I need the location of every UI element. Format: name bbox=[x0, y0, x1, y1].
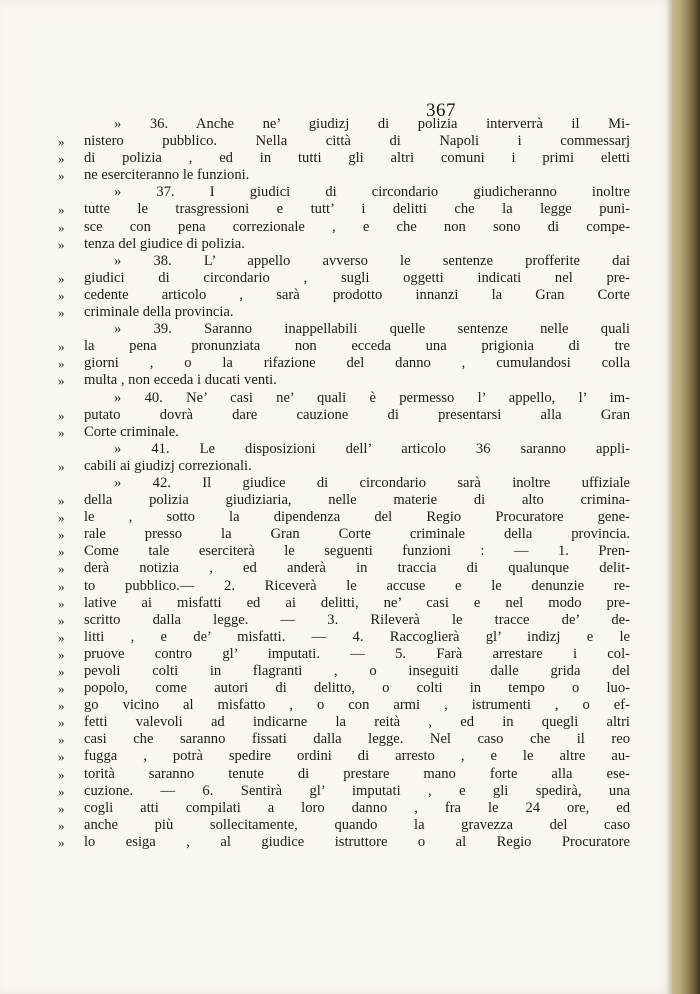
text-line bbox=[58, 526, 630, 543]
quote-mark: » bbox=[58, 424, 65, 440]
page-number: 367 bbox=[426, 100, 456, 121]
line-text: la pena pronunziata non ecceda una prigionia di tre bbox=[84, 338, 630, 355]
line-text: derà notizia , ed anderà in traccia di qualunque delit- bbox=[84, 560, 630, 577]
quote-mark: » bbox=[58, 134, 65, 150]
line-text: nistero pubblico. Nella città di Napoli i commessarj bbox=[84, 133, 630, 150]
line-text: pevoli colti in flagranti , o inseguiti dalle grida del bbox=[84, 663, 630, 679]
quote-mark: » bbox=[58, 219, 65, 235]
quote-mark: » bbox=[58, 270, 65, 286]
text-line bbox=[58, 663, 630, 680]
article-first-line: » 41. Le disposizioni dell’ articolo 36 saranno appli- bbox=[114, 440, 630, 457]
quote-mark: » bbox=[58, 236, 65, 252]
text-line bbox=[58, 731, 630, 748]
quote-mark: » bbox=[58, 493, 65, 509]
text-line bbox=[58, 834, 630, 851]
text-line bbox=[58, 783, 630, 800]
line-text: cuzione. — 6. Sentirà gl’ imputati , e gli spedirà, una bbox=[84, 782, 630, 799]
line-text: anche più sollecitamente, quando la gravezza del caso bbox=[84, 816, 630, 833]
text-line bbox=[58, 133, 630, 150]
line-text: della polizia giudiziaria, nelle materie di alto crimina- bbox=[84, 492, 630, 509]
line-text: go vicino al misfatto , o con armi , istrumenti , o ef- bbox=[84, 697, 630, 714]
quote-mark: » bbox=[58, 595, 65, 611]
quote-mark: » bbox=[58, 664, 65, 679]
line-text: fetti valevoli ad indicarne la reità , ed in quegli altri bbox=[84, 714, 630, 731]
text-line bbox=[58, 390, 630, 407]
line-text: Corte criminale. bbox=[84, 423, 179, 440]
line-text: torità saranno tenute di prestare mano forte alla ese- bbox=[84, 765, 630, 782]
text-line bbox=[58, 287, 630, 304]
quote-mark: » bbox=[58, 629, 65, 645]
article-first-line: » 37. I giudici di circondario giudicheranno inoltre bbox=[114, 184, 630, 201]
quote-mark: » bbox=[58, 817, 65, 833]
text-line bbox=[58, 219, 630, 236]
article-first-line: » 36. Anche ne’ giudizj di polizia interverrà il Mi- bbox=[114, 116, 630, 132]
line-text: litti , e de’ misfatti. — 4. Raccoglierà gl’ indizj e le bbox=[84, 628, 630, 645]
text-line bbox=[58, 612, 630, 629]
quote-mark: » bbox=[58, 407, 65, 423]
quote-mark: » bbox=[58, 834, 65, 850]
quote-mark: » bbox=[58, 356, 65, 372]
line-text: putato dovrà dare cauzione di presentarsi alla Gran bbox=[84, 406, 630, 423]
text-line bbox=[58, 372, 630, 389]
quote-mark: » bbox=[58, 510, 65, 526]
quote-mark: » bbox=[58, 732, 65, 748]
line-text: lative ai misfatti ed ai delitti, ne’ casi e nel modo pre- bbox=[84, 594, 630, 611]
line-text: casi che saranno fissati dalla legge. Nel caso che il reo bbox=[84, 731, 630, 748]
line-text: popolo, come autori di delitto, o colti in tempo o luo- bbox=[84, 680, 630, 697]
line-text: tutte le trasgressioni e tutt’ i delitti che la legge puni- bbox=[84, 201, 630, 218]
line-text: cedente articolo , sarà prodotto innanzi la Gran Corte bbox=[84, 286, 630, 303]
quote-mark: » bbox=[58, 544, 65, 560]
line-text: pruove contro gl’ imputati. — 5. Farà arrestare i col- bbox=[84, 645, 630, 662]
text-line bbox=[58, 800, 630, 817]
text-line bbox=[58, 355, 630, 372]
line-text: rale presso la Gran Corte criminale della provincia. bbox=[84, 526, 630, 543]
quote-mark: » bbox=[58, 646, 65, 662]
line-text: le , sotto la dipendenza del Regio Procuratore gene- bbox=[84, 509, 630, 526]
text-line bbox=[58, 253, 630, 270]
line-text: fugga , potrà spedire ordini di arresto , e le altre au- bbox=[84, 748, 630, 765]
text-line bbox=[58, 167, 630, 184]
article-first-line: » 40. Ne’ casi ne’ quali è permesso l’ appello, l’ im- bbox=[114, 389, 630, 406]
quote-mark: » bbox=[58, 578, 65, 594]
text-line bbox=[58, 458, 630, 475]
quote-mark: » bbox=[58, 715, 65, 731]
text-line bbox=[58, 116, 630, 133]
quote-mark: » bbox=[58, 612, 65, 628]
line-text: di polizia , ed in tutti gli altri comuni i primi eletti bbox=[84, 150, 630, 167]
text-line bbox=[58, 680, 630, 697]
text-line bbox=[58, 270, 630, 287]
line-text: tenza del giudice di polizia. bbox=[84, 235, 245, 252]
book-binding-edge bbox=[672, 0, 700, 994]
line-text: to pubblico.— 2. Riceverà le accuse e le denunzie re- bbox=[84, 577, 630, 594]
line-text: sce con pena correzionale , e che non sono di compe- bbox=[84, 218, 630, 235]
quote-mark: » bbox=[58, 749, 65, 765]
text-line bbox=[58, 407, 630, 424]
text-line bbox=[58, 321, 630, 338]
text-line bbox=[58, 338, 630, 355]
line-text: cabili ai giudizj correzionali. bbox=[84, 457, 252, 474]
text-line bbox=[58, 697, 630, 714]
text-line bbox=[58, 578, 630, 595]
text-line bbox=[58, 201, 630, 218]
quote-mark: » bbox=[58, 151, 65, 167]
article-first-line: » 42. Il giudice di circondario sarà inoltre uffiziale bbox=[114, 474, 630, 491]
line-text: scritto dalla legge. — 3. Rileverà le tracce de’ de- bbox=[84, 611, 630, 628]
line-text: multa , non ecceda i ducati venti. bbox=[84, 372, 277, 389]
text-line bbox=[58, 560, 630, 577]
quote-mark: » bbox=[58, 339, 65, 355]
text-line bbox=[58, 766, 630, 783]
text-line bbox=[58, 629, 630, 646]
text-line bbox=[58, 543, 630, 560]
text-line bbox=[58, 150, 630, 167]
quote-mark: » bbox=[58, 527, 65, 543]
text-line bbox=[58, 595, 630, 612]
quote-mark: » bbox=[58, 561, 65, 577]
text-line bbox=[58, 424, 630, 441]
quote-mark: » bbox=[58, 202, 65, 218]
quote-mark: » bbox=[58, 681, 65, 697]
text-line bbox=[58, 441, 630, 458]
line-text: ne eserciteranno le funzioni. bbox=[84, 167, 250, 184]
quote-mark: » bbox=[58, 305, 65, 321]
text-line bbox=[58, 817, 630, 834]
article-first-line: » 38. L’ appello avverso le sentenze profferite dai bbox=[114, 252, 630, 269]
line-text: giudici di circondario , sugli oggetti indicati nel pre- bbox=[84, 269, 630, 286]
line-text: Come tale eserciterà le seguenti funzioni : — 1. Pren- bbox=[84, 543, 630, 560]
quote-mark: » bbox=[58, 800, 65, 816]
line-text: lo esiga , al giudice istruttore o al Regio Procuratore bbox=[84, 833, 630, 850]
text-line bbox=[58, 748, 630, 765]
text-line bbox=[58, 492, 630, 509]
text-line bbox=[58, 646, 630, 663]
article-first-line: » 39. Saranno inappellabili quelle sentenze nelle quali bbox=[114, 321, 630, 338]
text-line bbox=[58, 714, 630, 731]
text-line bbox=[58, 236, 630, 253]
quote-mark: » bbox=[58, 287, 65, 303]
quote-mark: » bbox=[58, 458, 65, 474]
body-text bbox=[58, 116, 630, 851]
line-text: criminale della provincia. bbox=[84, 304, 234, 321]
text-line bbox=[58, 509, 630, 526]
quote-mark: » bbox=[58, 373, 65, 389]
text-line bbox=[58, 304, 630, 321]
quote-mark: » bbox=[58, 698, 65, 714]
quote-mark: » bbox=[58, 168, 65, 184]
text-line bbox=[58, 475, 630, 492]
line-text: giorni , o la rifazione del danno , cumulandosi colla bbox=[84, 355, 630, 372]
line-text: cogli atti compilati a loro danno , fra le 24 ore, ed bbox=[84, 799, 630, 816]
text-line bbox=[58, 184, 630, 201]
quote-mark: » bbox=[58, 783, 65, 799]
quote-mark: » bbox=[58, 766, 65, 782]
